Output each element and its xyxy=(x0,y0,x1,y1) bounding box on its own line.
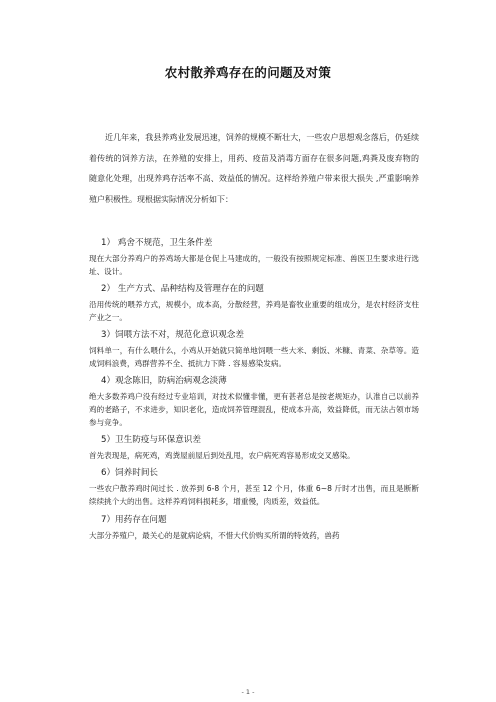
section-heading: 2） 生产方式、品种结构及管理存在的问题 xyxy=(101,284,264,295)
section-paragraph: 现在大部分养鸡户的养鸡场大都是仓促上马建成的，一般没有按照规定标准、兽医卫生要求进行选址、设计。 xyxy=(89,254,419,276)
section-paragraph: 饲料单一，有什么喂什么，小鸡从开始就只简单地饲喂一些大米、剩饭、米糠、青菜、杂草等。造成饲料浪费，鸡群营养不全、抵抗力下降 . 容易感染发病。 xyxy=(89,346,419,368)
section-paragraph: 一些农户散养鸡时间过长 . 放养到 6-8 个月，甚至 12 个月，体重 6~8 斤时才出售，而且是断断续续挑个大的出售。这样养鸡饲料损耗多，增重慢，肉质差，效益低。 xyxy=(89,484,419,507)
intro-paragraph: 近几年来，我县养鸡业发展迅速，饲养的规模不断壮大，一些农户思想观念落后，仍延续着传统的饲养方法，在养殖的安排上，用药、疫苗及消毒方面存在很多问题,鸡粪及废弃物的随意化处理，出现养鸡存活率不高、效益低的情况。这样给养殖户带来很大损失 ,严重影响养殖户积极性。现根据实际情况分析如下： xyxy=(89,133,419,204)
section-paragraph: 首先表现是，病死鸡，鸡粪屋前屋后到处乱甩，农户病死鸡容易形成交叉感染。 xyxy=(89,451,355,461)
section-heading: 6）饲养时间长 xyxy=(101,468,159,479)
page-number: - 1 - xyxy=(241,688,255,696)
section-heading: 4）观念陈旧，防病治病观念淡薄 xyxy=(101,376,227,387)
document-body xyxy=(89,236,419,546)
section-heading: 7）用药存在问题 xyxy=(101,514,167,525)
section-heading: 5）卫生防疫与环保意识差 xyxy=(101,435,201,446)
section-paragraph: 大部分养殖户，最关心的是就病论病，不惜大代价购买所谓的特效药，兽药 xyxy=(89,530,340,540)
section-heading: 1） 鸡舍不规范，卫生条件差 xyxy=(101,238,213,248)
document-title: 农村散养鸡存在的问题及对策 xyxy=(164,65,332,80)
section-heading: 3）饲喂方法不对，规范化意识观念差 xyxy=(101,330,244,341)
section-paragraph: 绝大多数养鸡户没有经过专业培训，对技术似懂非懂，更有甚者总是按老规矩办，认准自己以前养鸡的老路子，不求进步，知识老化，造成饲养管理混乱，使成本升高，效益降低，而无法占领市场参与竞争。 xyxy=(89,392,419,427)
section-paragraph: 沿用传统的喂养方式，规模小，成本高，分散经营，养鸡是畜牧业重要的组成分，是农村经济支柱产业之一。 xyxy=(89,300,419,322)
